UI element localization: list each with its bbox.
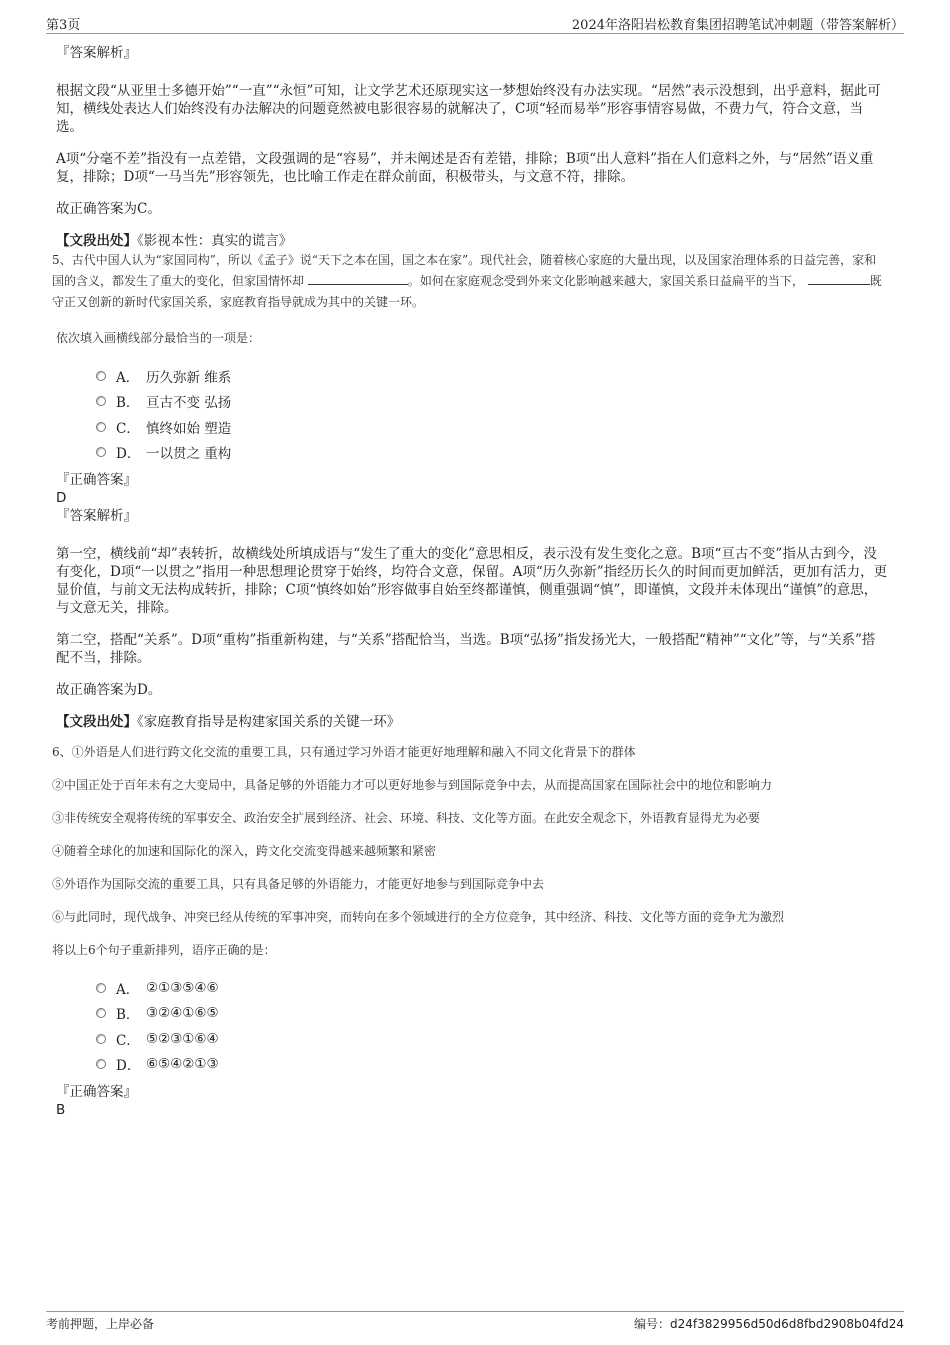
page-content [52,44,888,1119]
q6-options [96,975,888,1077]
radio-icon[interactable] [96,1034,106,1044]
q6-answer: B [56,1102,66,1118]
q6-option-letter: B． [116,1007,140,1024]
q5-stem-part-3: 既守正又创新的新时代家国关系，家庭教育指导就成为其中的关键一环。 [52,274,882,309]
q5-option-letter: C． [116,420,140,437]
q4-source-title: 《影视本性：真实的谎言》 [137,233,293,249]
q6-line: 6、①外语是人们进行跨文化交流的重要工具，只有通过学习外语才能更好地理解和融入不同文化背景下的群体 [52,745,636,759]
q5-stem-part-1: 5、古代中国人认为“家国同构”，所以《孟子》说“天下之本在国，国之本在家”。现代社会，随着核心家庭的大量出现，以及国家治理体系的日益完善，家和国的含义，都发生了重大的变化，但家国情怀却 [52,253,877,288]
q6-option-text: ⑥⑤④②①③ [146,1056,219,1073]
q5-conclusion: 故正确答案为D。 [56,682,162,698]
q5-source-label: 【文段出处】 [56,714,137,730]
q5-source-title: 《家庭教育指导是构建家国关系的关键一环》 [137,714,401,730]
q6-option-text: ⑤②③①⑥④ [146,1030,219,1047]
radio-icon[interactable] [96,371,106,381]
q5-blank-2 [808,273,870,285]
q5-option-letter: B． [116,395,140,412]
q5-option-c[interactable] [96,414,888,440]
q6-option-c[interactable] [96,1026,888,1052]
q6-line: ④随着全球化的加速和国际化的深入，跨文化交流变得越来越频繁和紧密 [52,844,437,858]
q6-option-text: ②①③⑤④⑥ [146,979,219,996]
q5-option-letter: D． [116,446,141,463]
q5-option-a[interactable] [96,363,888,389]
page-number: 第3页 [46,18,81,33]
q6-option-letter: D． [116,1058,141,1075]
q5-option-text: 历久弥新 维系 [146,369,232,386]
page-header [46,14,904,34]
q5-option-text: 一以贯之 重构 [146,446,232,463]
q6-option-d[interactable] [96,1052,888,1078]
document-title: 2024年洛阳岩松教育集团招聘笔试冲刺题（带答案解析） [571,18,904,33]
q5-options [96,363,888,465]
q5-option-d[interactable] [96,440,888,466]
q5-analysis-para-1: 第一空，横线前“却”表转折，故横线处所填成语与“发生了重大的变化”意思相反，表示没有发生变化之意。B项“亘古不变”指从古到今，没有变化，D项“一以贯之”指用一种思想理论贯穿于始终，均符合文意，保留。A项“历久弥新”指经历长久的时间而更加鲜活，更加有活力，更显价值，与前文无法构成转折，排除；C项“慎终如始”形容做事自始至终都谨慎，侧重强调“慎”，即谨慎，文段并未体现出“谨慎”的意思，与文意无关，排除。 [56,546,888,616]
q6-stem [52,741,888,961]
q5-option-b[interactable] [96,389,888,415]
q6-line: ⑤外语作为国际交流的重要工具，只有具备足够的外语能力，才能更好地参与到国际竞争中去 [52,877,545,891]
q5-analysis-label: 『答案解析』 [56,508,137,524]
q6-answer-label: 『正确答案』 [56,1084,137,1100]
q6-line: ②中国正处于百年未有之大变局中，具备足够的外语能力才可以更好地参与到国际竞争中去，从而提高国家在国际社会中的地位和影响力 [52,778,773,792]
q6-prompt: 将以上6个句子重新排列，语序正确的是： [52,943,276,957]
q6-option-text: ③②④①⑥⑤ [146,1005,219,1022]
q5-answer-label: 『正确答案』 [56,472,137,488]
q4-analysis-para-1: 根据文段“从亚里士多德开始”“一直”“永恒”可知，让文学艺术还原现实这一梦想始终没有办法实现。“居然”表示没想到，出乎意料，据此可知，横线处表达人们始终没有办法解决的问题竟然被电影很容易的就解决了，C项“轻而易举”形容事情容易做，不费力气，符合文意，当选。 [56,83,881,135]
q6-option-b[interactable] [96,1001,888,1027]
radio-icon[interactable] [96,1059,106,1069]
radio-icon[interactable] [96,447,106,457]
radio-icon[interactable] [96,422,106,432]
radio-icon[interactable] [96,396,106,406]
footer-code-value: d24f3829956d50d6d8fbd2908b04fd24 [670,1317,904,1331]
q4-source-label: 【文段出处】 [56,233,137,249]
q5-stem-part-2: 。如何在家庭观念受到外来文化影响越来越大，家国关系日益扁平的当下， [407,274,804,288]
q4-source [56,232,888,250]
q5-prompt: 依次填入画横线部分最恰当的一项是： [56,331,261,345]
radio-icon[interactable] [96,1008,106,1018]
footer-code-label: 编号： [634,1317,671,1331]
footer-code [634,1315,904,1332]
footer-slogan: 考前押题，上岸必备 [46,1317,155,1331]
q6-option-a[interactable] [96,975,888,1001]
page-footer [46,1311,904,1329]
q6-option-letter: A． [116,981,140,998]
q4-analysis-para-2: A项“分毫不差”指没有一点差错，文段强调的是“容易”，并未阐述是否有差错，排除；B项“出人意料”指在人们意料之外，与“居然”语义重复，排除；D项“一马当先”形容领先，也比喻工作走在群众前面，积极带头，与文意不符，排除。 [56,151,874,185]
q5-answer: D [56,490,67,506]
q5-option-letter: A． [116,369,140,386]
q5-option-text: 慎终如始 塑造 [146,420,232,437]
q4-conclusion: 故正确答案为C。 [56,201,161,217]
radio-icon[interactable] [96,983,106,993]
q6-option-letter: C． [116,1032,140,1049]
q5-option-text: 亘古不变 弘扬 [146,395,232,412]
q6-line: ③非传统安全观将传统的军事安全、政治安全扩展到经济、社会、环境、科技、文化等方面。在此安全观念下，外语教育显得尤为必要 [52,811,761,825]
q4-analysis-label: 『答案解析』 [56,45,137,61]
q5-source [56,713,888,731]
q5-analysis-para-2: 第二空，搭配“关系”。D项“重构”指重新构建，与“关系”搭配恰当，当选。B项“弘扬”指发扬光大，一般搭配“精神”“文化”等，与“关系”搭配不当，排除。 [56,632,876,666]
q5-blank-1 [308,273,408,285]
q6-line: ⑥与此同时，现代战争、冲突已经从传统的军事冲突，而转向在多个领域进行的全方位竞争，其中经济、科技、文化等方面的竞争尤为激烈 [52,910,785,924]
q5-stem [52,250,888,313]
